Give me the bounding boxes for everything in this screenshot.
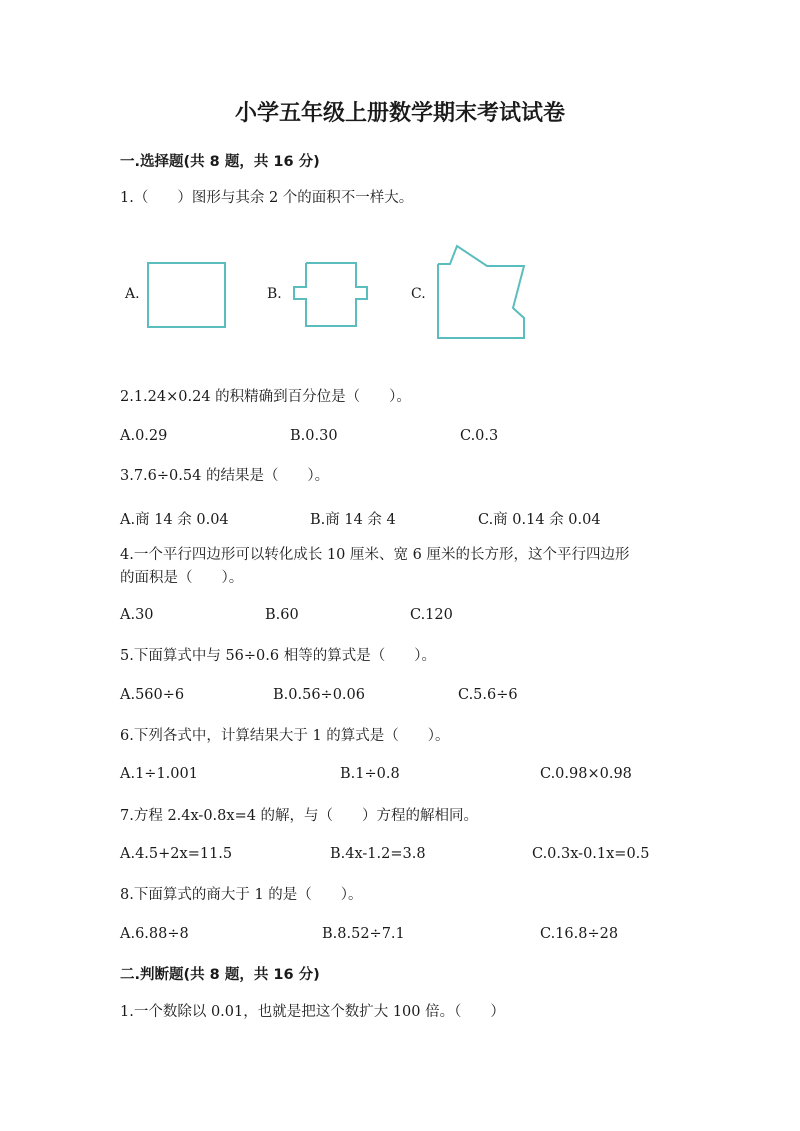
question-3-option-a: A.商 14 余 0.04 — [120, 512, 229, 528]
question-3-option-c: C.商 0.14 余 0.04 — [478, 512, 601, 528]
question-4-line-2: 的面积是（ ）。 — [120, 570, 244, 586]
shape-b-notched — [285, 255, 375, 335]
question-5-option-b: B.0.56÷0.06 — [273, 687, 365, 703]
question-3: 3.7.6÷0.54 的结果是（ ）。 — [120, 468, 330, 484]
question-6-option-c: C.0.98×0.98 — [540, 766, 632, 782]
question-8-option-a: A.6.88÷8 — [120, 926, 189, 942]
question-6-option-b: B.1÷0.8 — [340, 766, 400, 782]
question-8: 8.下面算式的商大于 1 的是（ ）。 — [120, 887, 363, 903]
question-3-option-b: B.商 14 余 4 — [310, 512, 396, 528]
question-7-option-c: C.0.3x-0.1x=0.5 — [532, 846, 650, 862]
question-2-option-b: B.0.30 — [290, 428, 338, 444]
shape-c-irregular — [430, 240, 530, 345]
shape-label-b: B. — [267, 286, 282, 302]
question-8-option-c: C.16.8÷28 — [540, 926, 619, 942]
question-7-option-a: A.4.5+2x=11.5 — [120, 846, 233, 862]
page-title: 小学五年级上册数学期末考试试卷 — [234, 101, 565, 126]
question-4-line-1: 4.一个平行四边形可以转化成长 10 厘米、宽 6 厘米的长方形，这个平行四边形 — [120, 547, 630, 563]
question-5-option-a: A.560÷6 — [120, 687, 185, 703]
section-heading-choice: 一.选择题(共 8 题，共 16 分) — [120, 154, 320, 170]
question-6-option-a: A.1÷1.001 — [120, 766, 198, 782]
question-4-option-b: B.60 — [265, 607, 299, 623]
shape-label-c: C. — [411, 286, 426, 302]
question-1: 1.（ ）图形与其余 2 个的面积不一样大。 — [120, 190, 414, 206]
judgement-question-1: 1.一个数除以 0.01，也就是把这个数扩大 100 倍。（ ） — [120, 1004, 505, 1020]
section-heading-judgement: 二.判断题(共 8 题，共 16 分) — [120, 967, 320, 983]
shape-label-a: A. — [125, 286, 140, 302]
question-7-option-b: B.4x-1.2=3.8 — [330, 846, 426, 862]
question-6: 6.下列各式中，计算结果大于 1 的算式是（ ）。 — [120, 728, 450, 744]
question-5: 5.下面算式中与 56÷0.6 相等的算式是（ ）。 — [120, 648, 436, 664]
shape-a-rectangle — [140, 255, 240, 335]
question-4-option-a: A.30 — [120, 607, 154, 623]
question-2-option-a: A.0.29 — [120, 428, 168, 444]
question-2-option-c: C.0.3 — [460, 428, 499, 444]
question-2: 2.1.24×0.24 的积精确到百分位是（ ）。 — [120, 389, 411, 405]
question-5-option-c: C.5.6÷6 — [458, 687, 518, 703]
question-4-option-c: C.120 — [410, 607, 453, 623]
question-7: 7.方程 2.4x-0.8x=4 的解，与（ ）方程的解相同。 — [120, 808, 479, 824]
question-8-option-b: B.8.52÷7.1 — [322, 926, 405, 942]
